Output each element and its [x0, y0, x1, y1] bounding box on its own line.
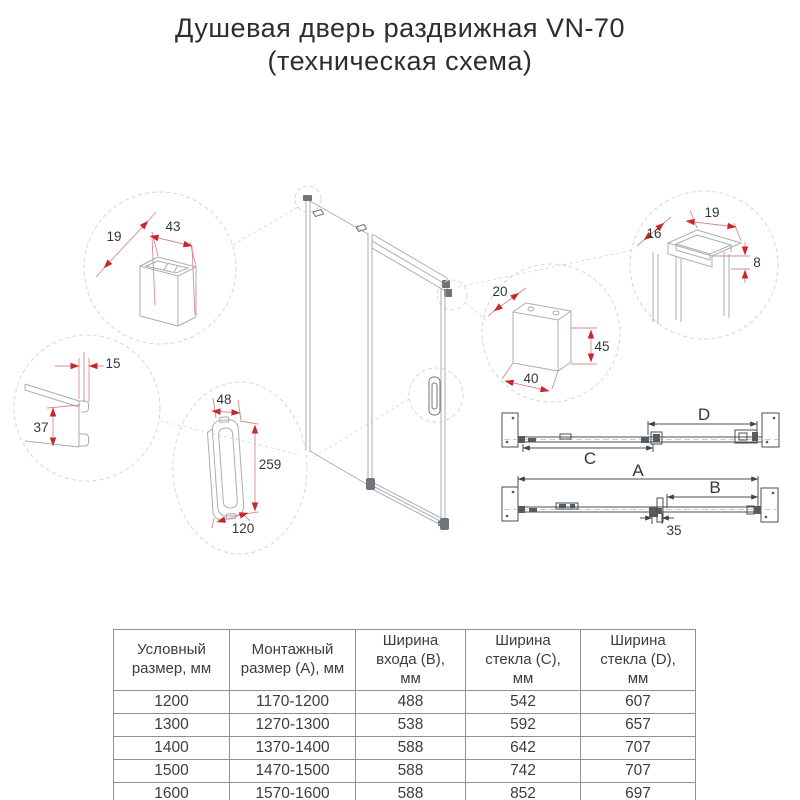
handle-drawing: [206, 416, 244, 520]
dimension-b: [667, 478, 758, 508]
door-handle: [409, 368, 463, 422]
dimension-a: [518, 461, 758, 507]
dim-label-15: 15: [105, 356, 121, 371]
detail-wall-profile: [84, 192, 236, 344]
detail-handle: [173, 382, 307, 554]
dimension-depth-19: [96, 212, 156, 277]
dim-label-120: 120: [231, 521, 255, 536]
dimension-height-259: [238, 421, 281, 515]
fixed-glass-panel: [295, 186, 372, 488]
table-cell: 1270-1300: [230, 714, 356, 737]
dimension-height-8: [712, 242, 761, 283]
table-cell: 1500: [114, 760, 230, 783]
table-cell: 1170-1200: [230, 691, 356, 714]
table-row: [114, 737, 696, 760]
table-cell: 1570-1600: [230, 783, 356, 800]
dim-label-19: 19: [106, 229, 122, 244]
rail-hardware: [518, 498, 761, 522]
wall-bracket: [761, 488, 778, 522]
main-door-drawing: [295, 186, 467, 530]
table-cell: 588: [356, 783, 466, 800]
table-cell: 488: [356, 691, 466, 714]
wall-bracket: [502, 413, 518, 447]
dim-label-b: B: [709, 478, 721, 497]
dim-label-48: 48: [216, 392, 232, 407]
detail-roller-block: [482, 264, 620, 402]
dim-label-8: 8: [753, 255, 761, 270]
size-table: [113, 629, 696, 800]
table-cell: 1600: [114, 783, 230, 800]
dim-label-37: 37: [33, 420, 49, 435]
dim-label-20: 20: [492, 284, 508, 299]
col-header-nominal-size: Условный размер, мм: [114, 630, 230, 691]
dimension-width-40: [502, 363, 558, 391]
dim-label-43: 43: [165, 219, 181, 234]
table-cell: 542: [466, 691, 581, 714]
top-rail: [372, 234, 467, 310]
glass-clip: [313, 210, 324, 217]
table-cell: 592: [466, 714, 581, 737]
dimension-width-43: [150, 219, 196, 315]
table-cell: 707: [581, 760, 696, 783]
table-cell: 697: [581, 783, 696, 800]
table-cell: 707: [581, 737, 696, 760]
dimension-base-120: [212, 513, 254, 536]
table-row: [114, 691, 696, 714]
col-header-glass-width-d: Ширина стекла (D), мм: [581, 630, 696, 691]
dimension-depth-16: [637, 217, 671, 246]
detail-top-profile: [630, 191, 778, 339]
table-cell: 538: [356, 714, 466, 737]
dimension-width-19: [686, 205, 741, 241]
dimension-35: [640, 513, 682, 538]
table-cell: 657: [581, 714, 696, 737]
dim-label-35: 35: [666, 523, 682, 538]
table-cell: 642: [466, 737, 581, 760]
table-cell: 852: [466, 783, 581, 800]
dimension-height-37: [33, 405, 80, 446]
dim-label-d: D: [697, 405, 711, 424]
title-line-2: (техническая схема): [267, 46, 533, 76]
table-row: [114, 760, 696, 783]
wall-bracket: [762, 413, 779, 447]
table-cell: 607: [581, 691, 696, 714]
table-header-row: [114, 630, 696, 691]
table-cell: 1470-1500: [230, 760, 356, 783]
dim-label-19b: 19: [704, 205, 720, 220]
bottom-rail: [366, 478, 449, 530]
detail-bottom-rail: [14, 335, 160, 481]
top-profile-drawing: [653, 230, 741, 324]
wall-profile-section: [140, 257, 196, 326]
plan-view-top: [502, 405, 779, 468]
table-cell: 742: [466, 760, 581, 783]
dim-label-40: 40: [523, 371, 539, 386]
dim-label-45: 45: [594, 339, 610, 354]
dimension-height-45: [571, 328, 610, 364]
table-cell: 588: [356, 737, 466, 760]
dimension-depth-20: [488, 284, 526, 316]
wall-bracket: [502, 487, 518, 521]
table-row: [114, 714, 696, 737]
table-cell: 1400: [114, 737, 230, 760]
table-cell: 1300: [114, 714, 230, 737]
dim-label-a: A: [632, 461, 644, 480]
col-header-mounting-size-a: Монтажный размер (А), мм: [230, 630, 356, 691]
table-row: [114, 783, 696, 800]
table-cell: 1200: [114, 691, 230, 714]
dimension-width-48: [212, 392, 241, 420]
dim-label-259: 259: [258, 457, 282, 472]
col-header-glass-width-c: Ширина стекла (C), мм: [466, 630, 581, 691]
plan-view-bottom: [502, 461, 778, 538]
dim-label-c: C: [583, 449, 597, 468]
col-header-entry-width-b: Ширина входа (B), мм: [356, 630, 466, 691]
dim-label-16: 16: [646, 226, 662, 241]
roller-block-drawing: [513, 303, 571, 371]
dimension-width-15: [55, 352, 121, 402]
table-cell: 588: [356, 760, 466, 783]
table-cell: 1370-1400: [230, 737, 356, 760]
title-line-1: Душевая дверь раздвижная VN-70: [175, 13, 625, 43]
